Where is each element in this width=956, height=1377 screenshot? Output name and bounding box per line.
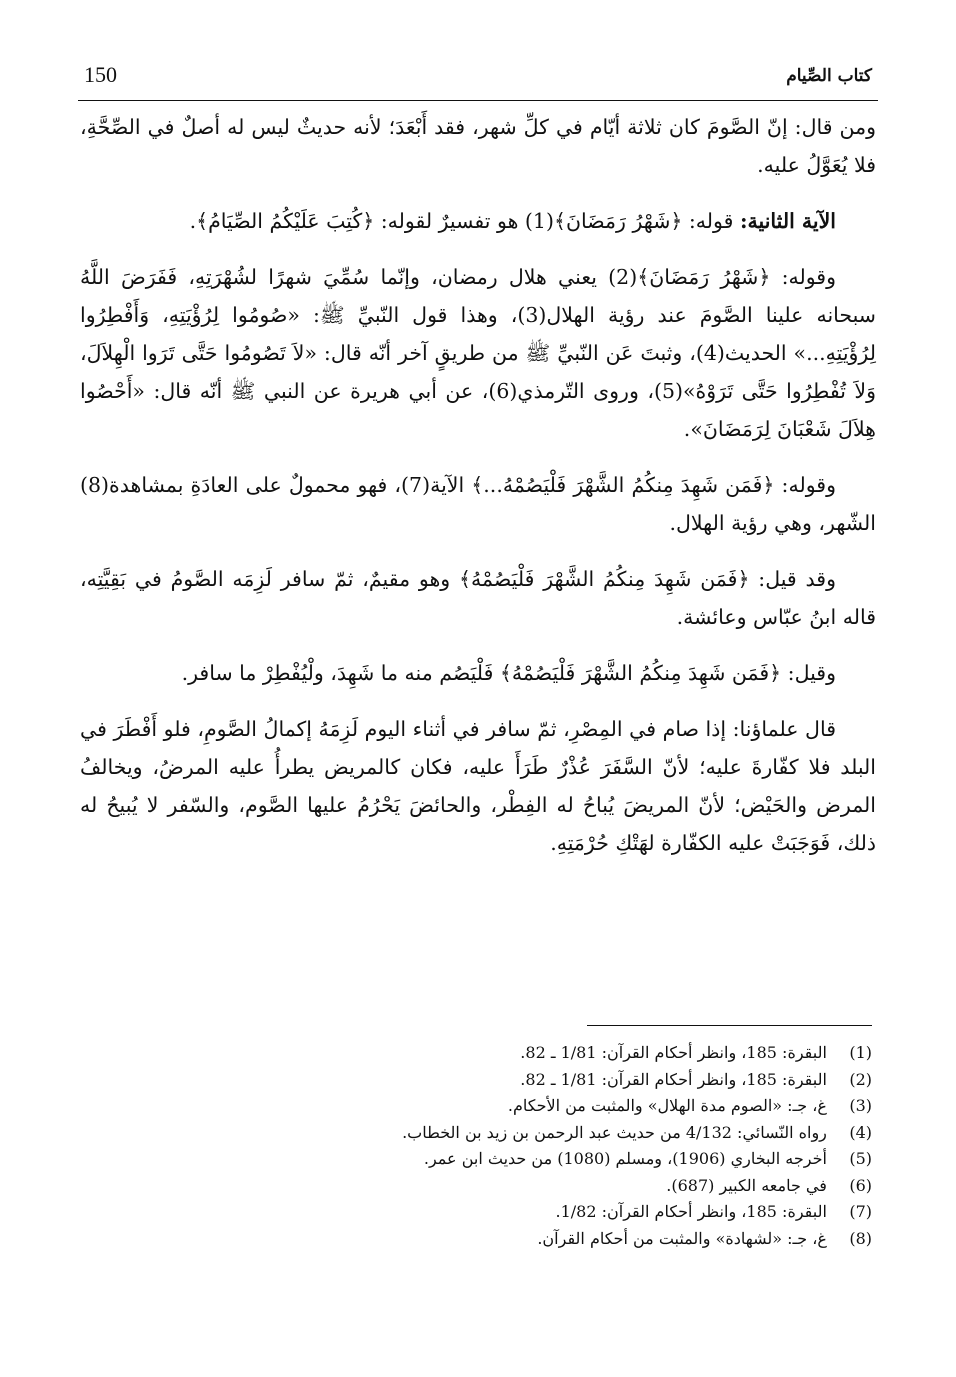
section-heading: الآية الثانية:: [739, 209, 836, 233]
footnote-number: (5): [849, 1149, 872, 1168]
footnote-text: البقرة: 185، وانظر أحكام القرآن: 1/81 ـ 82.: [520, 1069, 827, 1089]
paragraph: وقد قيل: ﴿فَمَن شَهِدَ مِنكُمُ الشَّهْرَ فَلْيَصُمْهُ﴾ وهو مقيمٌ، ثمّ سافر لَزِمَه الصَّومُ في بَقِيَّتِه، قاله ابنُ عبّاس وعائشة.: [80, 567, 876, 629]
paragraph: وقيل: ﴿فَمَن شَهِدَ مِنكُمُ الشَّهْرَ فَلْيَصُمْهُ﴾ فَلْيَصُم منه ما شَهِدَ، ولْيُفْطِرْ ما سافر.: [181, 661, 836, 685]
footnote-number: (1): [849, 1043, 872, 1062]
footnotes: [152, 1040, 872, 1252]
footnote: [152, 1067, 872, 1094]
footnote-number: (8): [849, 1228, 872, 1248]
main-text: [80, 108, 876, 880]
footnote-number: (4): [849, 1122, 872, 1142]
footnote-number: (3): [849, 1096, 872, 1115]
footnote-separator: [587, 1025, 872, 1026]
footnote-text: غ، جـ: «الصوم مدة الهلال» والمثبت من الأحكام.: [507, 1096, 827, 1115]
book-title: كتاب الصِّيام: [786, 66, 872, 86]
footnote: [152, 1173, 872, 1200]
footnote-text: غ، جـ: «لشهادة» والمثبت من أحكام القرآن.: [537, 1228, 827, 1248]
footnote: [152, 1093, 872, 1120]
footnote-text: في جامعه الكبير (687).: [666, 1175, 827, 1195]
footnote: [152, 1146, 872, 1173]
paragraph: قال علماؤنا: إذا صام في المِصْرِ، ثمّ سافر في أثناء اليوم لَزِمَهُ إكمالُ الصَّومِ، فلو أَفْطَرَ في البلد فلا كفّارةَ عليه؛ لأنّ السَّفَرَ عُذْرٌ طَرَأَ عليه، فكان كالمريض يطرأُ عليه المرضُ، ويخالفُ المرض والحَيْض؛ لأنّ المريضَ يُباحُ له الفِطْر، والحائضَ يَحْرُمُ عليها الصَّوم، والسّفر لا يُبيحُ له ذلك، فَوَجَبَتْ عليه الكفّارة لهَتْكِ حُرْمَتِهِ.: [80, 717, 876, 855]
paragraph: وقوله: ﴿فَمَن شَهِدَ مِنكُمُ الشَّهْرَ فَلْيَصُمْهُ...﴾ الآية(7)، فهو محمولٌ على العادَةِ بمشاهدة(8) الشّهر، وهي رؤية الهلال.: [80, 473, 876, 535]
paragraph: الآية الثانية: قوله: ﴿شَهْرُ رَمَضَانَ﴾(1) هو تفسيرٌ لقوله: ﴿كُتِبَ عَلَيْكُمُ الصِّيَامُ﴾.: [189, 209, 836, 233]
footnote-number: (2): [849, 1069, 872, 1089]
paragraph: ومن قال: إنّ الصَّومَ كان ثلاثة أيّام في كلِّ شهر، فقد أَبْعَدَ؛ لأنه حديثٌ ليس له أصلٌ في الصِّحَّةِ، فلا يُعَوَّلُ عليه.: [80, 115, 876, 177]
footnote-text: البقرة: 185، وانظر أحكام القرآن: 1/82.: [555, 1202, 827, 1221]
footnote-number: (7): [849, 1202, 872, 1221]
footnote: [152, 1040, 872, 1067]
footnote: [152, 1199, 872, 1226]
paragraph: وقوله: ﴿شَهْرُ رَمَضَانَ﴾(2) يعني هلال رمضان، وإنّما سُمِّيَ شهرًا لشُهْرَتِهِ، فَفَرَضَ اللَّهُ سبحانه علينا الصَّومَ عند رؤية الهلال(3)، وهذا قول النّبيِّ ﷺ: «صُومُوا لِرُؤْيَتِهِ، وَأَفْطِرُوا لِرُؤْيَتِهِ...» الحديث(4)، وثبتَ عَن النّبيِّ ﷺ من طريقٍ آخر أنّه قال: «لاَ تَصُومُوا حَتَّى تَرَوا الْهِلاَلَ، وَلاَ تُفْطِرُوا حَتَّى تَرَوْهُ»(5)، وروى التّرمذي(6)، عن أبي هريرة عن النبي ﷺ أنّه قال: «أَحْصُوا هِلاَلَ شَعْبَانَ لِرَمَضَانَ».: [80, 265, 876, 441]
footnote-text: أخرجه البخاري (1906)، ومسلم (1080) من حديث ابن عمر.: [423, 1149, 827, 1168]
page-number: 150: [84, 62, 117, 87]
header-rule: [78, 100, 878, 101]
footnote-text: رواه النّسائي: 4/132 من حديث عبد الرحمن بن زيد بن الخطاب.: [402, 1122, 827, 1142]
footnote-number: (6): [849, 1175, 872, 1195]
footnote: [152, 1120, 872, 1147]
footnote: [152, 1226, 872, 1253]
running-header: [84, 58, 872, 102]
footnote-text: البقرة: 185، وانظر أحكام القرآن: 1/81 ـ 82.: [520, 1043, 827, 1062]
